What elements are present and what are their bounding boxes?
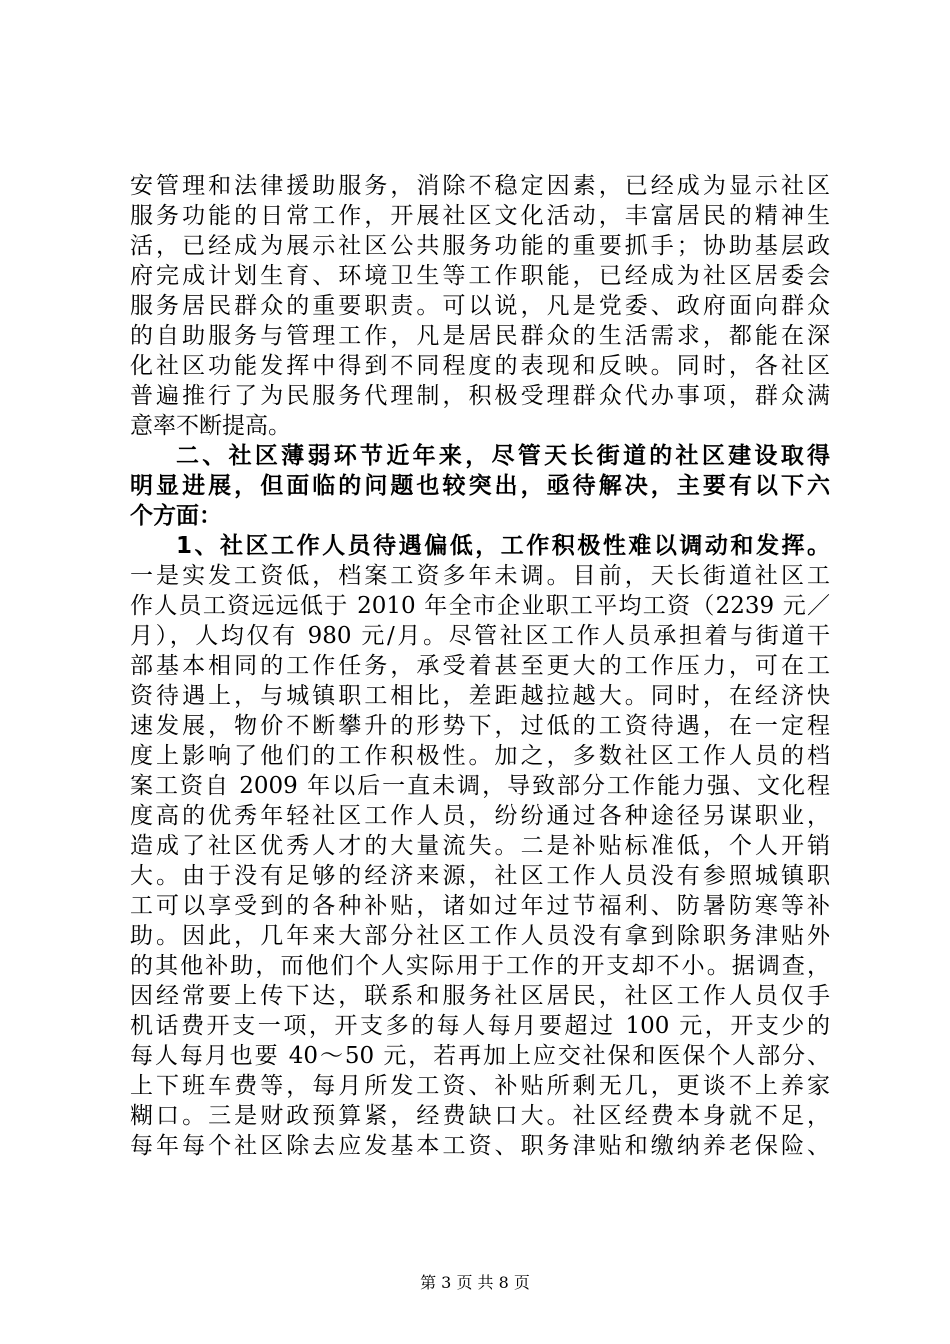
text-line: 度上影响了他们的工作积极性。加之，多数社区工作人员的档: [130, 743, 830, 769]
text-line: 因经常要上传下达，联系和服务社区居民，社区工作人员仅手: [130, 983, 830, 1009]
text-line: 一是实发工资低，档案工资多年未调。目前，天长街道社区工: [130, 563, 830, 589]
text-line: 工可以享受到的各种补贴，诸如过年过节福利、防暑防寒等补: [130, 893, 830, 919]
text-line: 大。由于没有足够的经济来源，社区工作人员没有参照城镇职: [130, 863, 830, 889]
text-line: 1、社区工作人员待遇偏低，工作积极性难以调动和发挥。: [176, 533, 830, 559]
text-line: 上下班车费等，每月所发工资、补贴所剩无几，更谈不上养家: [130, 1073, 830, 1099]
text-line: 速发展，物价不断攀升的形势下，过低的工资待遇，在一定程: [130, 713, 830, 739]
text-line: 度高的优秀年轻社区工作人员，纷纷通过各种途径另谋职业，: [130, 803, 830, 829]
text-line: 每人每月也要 40～50 元，若再加上应交社保和医保个人部分、: [130, 1043, 830, 1069]
text-line: 部基本相同的工作任务，承受着甚至更大的工作压力，可在工: [130, 653, 830, 679]
body-text: [130, 171, 830, 1161]
text-line: 活，已经成为展示社区公共服务功能的重要抓手；协助基层政: [130, 233, 830, 259]
text-line: 安管理和法律援助服务，消除不稳定因素，已经成为显示社区: [130, 173, 830, 199]
text-line: 案工资自 2009 年以后一直未调，导致部分工作能力强、文化程: [130, 773, 830, 799]
text-line: 府完成计划生育、环境卫生等工作职能，已经成为社区居委会: [130, 263, 830, 289]
text-line: 普遍推行了为民服务代理制，积极受理群众代办事项，群众满: [130, 383, 830, 409]
text-line: 资待遇上，与城镇职工相比，差距越拉越大。同时，在经济快: [130, 683, 830, 709]
text-line: 明显进展，但面临的问题也较突出，亟待解决，主要有以下六: [130, 473, 830, 499]
text-line: 化社区功能发挥中得到不同程度的表现和反映。同时，各社区: [130, 353, 830, 379]
text-line: 意率不断提高。: [130, 413, 291, 439]
text-line: 服务功能的日常工作，开展社区文化活动，丰富居民的精神生: [130, 203, 830, 229]
text-line: 的自助服务与管理工作，凡是居民群众的生活需求，都能在深: [130, 323, 830, 349]
text-line: 助。因此，几年来大部分社区工作人员没有拿到除职务津贴外: [130, 923, 830, 949]
page-footer: 第 3 页 共 8 页: [420, 1273, 530, 1292]
text-line: 造成了社区优秀人才的大量流失。二是补贴标准低，个人开销: [130, 833, 830, 859]
text-line: 每年每个社区除去应发基本工资、职务津贴和缴纳养老保险、: [130, 1133, 830, 1159]
text-line: 糊口。三是财政预算紧，经费缺口大。社区经费本身就不足，: [130, 1103, 830, 1129]
text-line: 月），人均仅有 980 元/月。尽管社区工作人员承担着与街道干: [130, 623, 830, 649]
text-line: 的其他补助，而他们个人实际用于工作的开支却不小。据调查，: [130, 953, 830, 979]
text-line: 个方面：: [130, 503, 222, 529]
text-line: 二、社区薄弱环节近年来，尽管天长街道的社区建设取得: [176, 443, 830, 469]
text-line: 作人员工资远远低于 2010 年全市企业职工平均工资（2239 元／: [130, 593, 830, 619]
text-line: 服务居民群众的重要职责。可以说，凡是党委、政府面向群众: [130, 293, 830, 319]
text-line: 机话费开支一项，开支多的每人每月要超过 100 元，开支少的: [130, 1013, 830, 1039]
